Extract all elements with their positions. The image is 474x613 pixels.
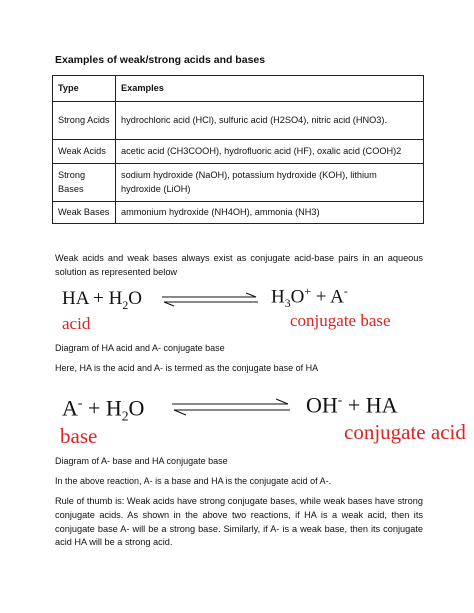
paragraph-conjugate-base-definition: Here, HA is the acid and A- is termed as the conjugate base of HA bbox=[55, 363, 319, 373]
acid-label: acid bbox=[62, 314, 91, 333]
base-label: base bbox=[60, 424, 98, 448]
table-header-row bbox=[53, 76, 424, 102]
row-examples: hydrochloric acid (HCl), sulfuric acid (H2SO4), nitric acid (HNO3). bbox=[116, 102, 424, 140]
equation-1-left: HA + $H_2O$ bbox=[62, 288, 142, 312]
table-row bbox=[53, 140, 424, 164]
equilibrium-arrow-icon bbox=[160, 292, 260, 308]
column-header-type: Type bbox=[53, 76, 116, 102]
row-type: Weak Bases bbox=[53, 202, 116, 224]
row-examples: ammonium hydroxide (NH4OH), ammonia (NH3) bbox=[116, 202, 424, 224]
row-examples: sodium hydroxide (NaOH), potassium hydroxide (KOH), lithium hydroxide (LiOH) bbox=[116, 164, 424, 202]
equilibrium-arrow-icon bbox=[170, 398, 292, 416]
conjugate-acid-label: conjugate acid bbox=[344, 420, 466, 444]
row-type: Weak Acids bbox=[53, 140, 116, 164]
section-heading: Examples of weak/strong acids and bases bbox=[55, 54, 266, 66]
column-header-examples: Examples bbox=[116, 76, 424, 102]
table-row bbox=[53, 202, 424, 224]
paragraph-conjugate-pairs: Weak acids and weak bases always exist as conjugate acid-base pairs in an aqueous solution as represented below bbox=[55, 253, 423, 277]
row-examples: acetic acid (CH3COOH), hydrofluoric acid (HF), oxalic acid (COOH)2 bbox=[116, 140, 424, 164]
row-type: Strong Bases bbox=[53, 164, 116, 202]
equation-1-right: $H_3O^+ + A^-$ bbox=[271, 285, 348, 311]
paragraph-reaction-explanation: In the above reaction, A- is a base and HA is the conjugate acid of A-. bbox=[55, 476, 332, 486]
caption-diagram-2: Diagram of A- base and HA conjugate base bbox=[55, 456, 228, 466]
acids-bases-table bbox=[52, 75, 424, 224]
paragraph-rule-of-thumb: Rule of thumb is: Weak acids have strong conjugate bases, while weak bases have strong conjugate acids. As shown in the above two reactions, if HA is a weak acid, then its conjugate base A- will be a strong base. Similarly, if A- is a weak base, then its conjugate acid HA will be a strong acid. bbox=[55, 496, 423, 548]
equation-2-right: OH- + HA bbox=[306, 392, 398, 418]
table-row bbox=[53, 102, 424, 140]
table-row bbox=[53, 164, 424, 202]
caption-diagram-1: Diagram of HA acid and A- conjugate base bbox=[55, 343, 225, 353]
row-type: Strong Acids bbox=[53, 102, 116, 140]
conjugate-base-label: conjugate base bbox=[290, 311, 391, 330]
equation-2-left: $A^- + H_2O$ bbox=[62, 395, 145, 424]
